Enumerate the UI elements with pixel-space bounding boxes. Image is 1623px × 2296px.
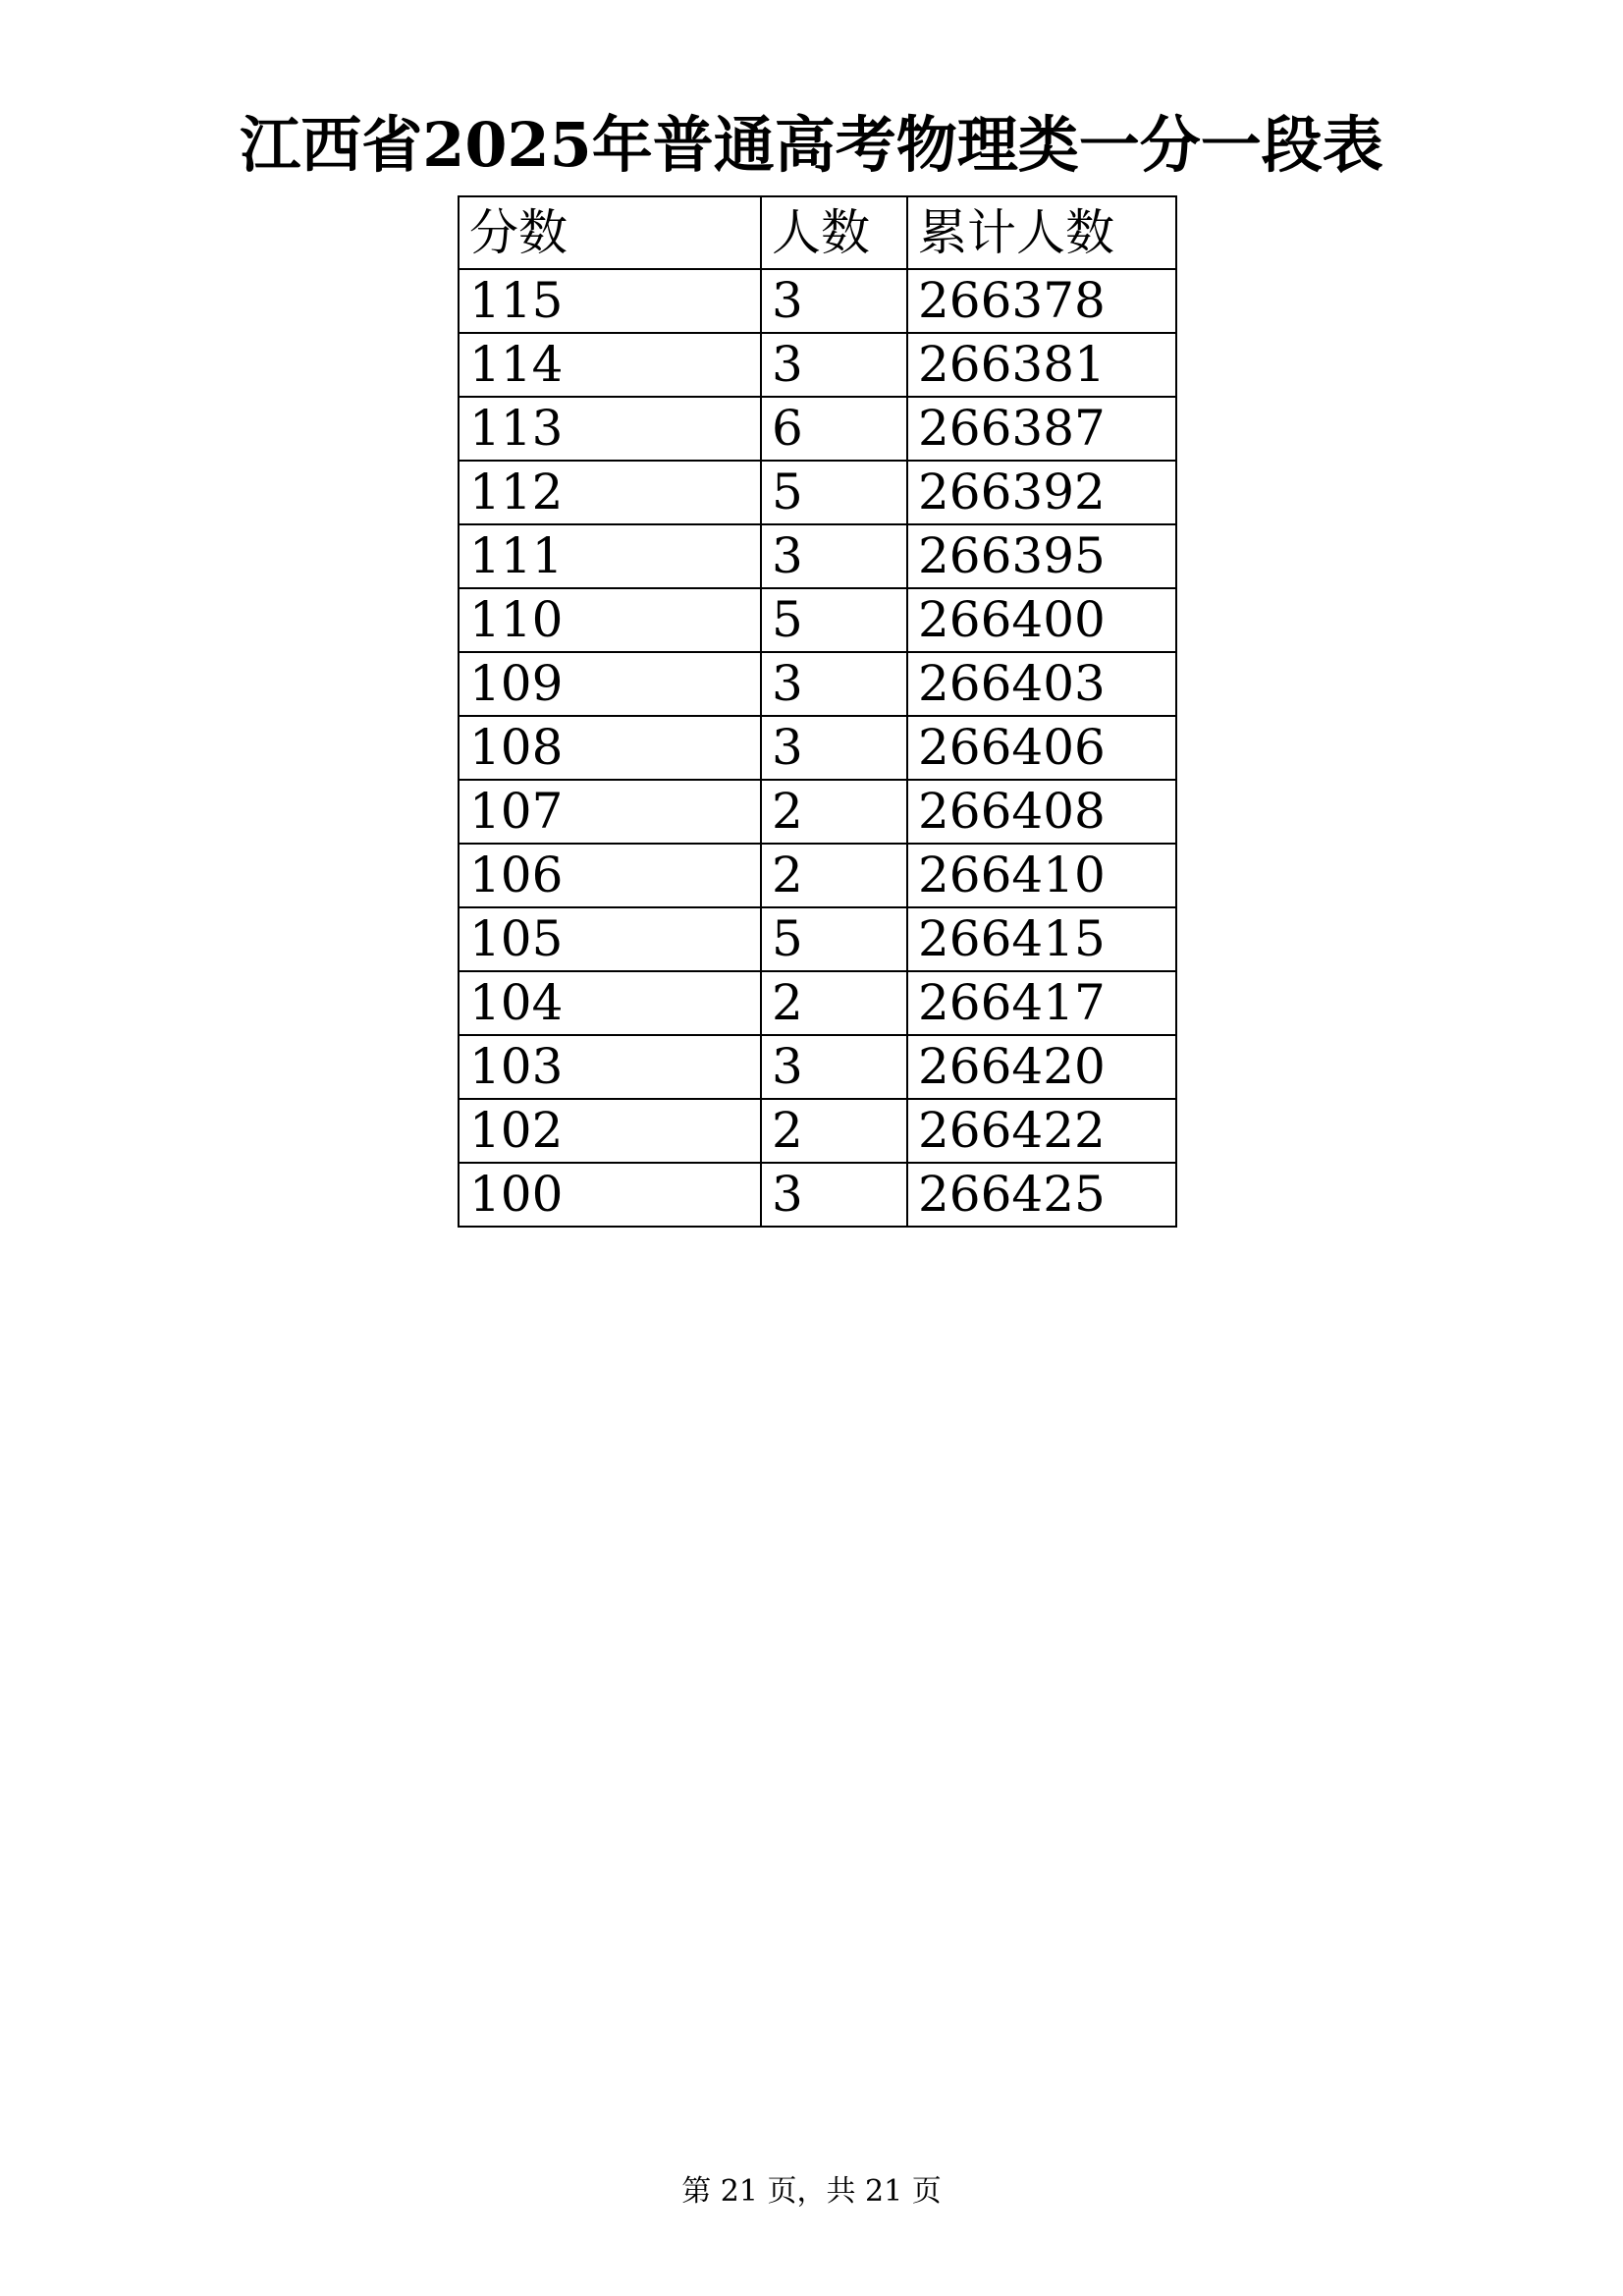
cell-count: 2 [761, 971, 907, 1035]
table-header-row [459, 196, 1176, 269]
cell-score: 113 [459, 397, 761, 461]
cell-score: 100 [459, 1163, 761, 1227]
cell-cumulative-count: 266392 [907, 461, 1176, 524]
score-distribution-table [458, 195, 1177, 1228]
cell-cumulative-count: 266381 [907, 333, 1176, 397]
table-body [459, 269, 1176, 1227]
cell-cumulative-count: 266400 [907, 588, 1176, 652]
cell-score: 107 [459, 780, 761, 844]
header-cumulative-count: 累计人数 [907, 196, 1176, 269]
cell-score: 114 [459, 333, 761, 397]
table-row [459, 524, 1176, 588]
table-row [459, 652, 1176, 716]
cell-score: 108 [459, 716, 761, 780]
table-row [459, 1099, 1176, 1163]
page-number-footer: 第 21 页，共 21 页 [681, 2174, 942, 2209]
cell-count: 3 [761, 716, 907, 780]
cell-score: 102 [459, 1099, 761, 1163]
cell-score: 106 [459, 844, 761, 907]
table-row [459, 333, 1176, 397]
cell-count: 5 [761, 907, 907, 971]
cell-count: 2 [761, 780, 907, 844]
table-row [459, 461, 1176, 524]
cell-cumulative-count: 266403 [907, 652, 1176, 716]
cell-count: 3 [761, 269, 907, 333]
cell-cumulative-count: 266395 [907, 524, 1176, 588]
cell-cumulative-count: 266406 [907, 716, 1176, 780]
cell-count: 3 [761, 524, 907, 588]
cell-cumulative-count: 266410 [907, 844, 1176, 907]
table-row [459, 588, 1176, 652]
cell-score: 111 [459, 524, 761, 588]
cell-cumulative-count: 266422 [907, 1099, 1176, 1163]
cell-cumulative-count: 266425 [907, 1163, 1176, 1227]
cell-cumulative-count: 266420 [907, 1035, 1176, 1099]
cell-count: 3 [761, 1035, 907, 1099]
cell-cumulative-count: 266387 [907, 397, 1176, 461]
page-title: 江西省2025年普通高考物理类一分一段表 [240, 109, 1383, 181]
cell-count: 5 [761, 588, 907, 652]
table-row [459, 269, 1176, 333]
cell-score: 104 [459, 971, 761, 1035]
header-count: 人数 [761, 196, 907, 269]
cell-count: 2 [761, 1099, 907, 1163]
header-score: 分数 [459, 196, 761, 269]
table-row [459, 844, 1176, 907]
cell-count: 2 [761, 844, 907, 907]
cell-count: 5 [761, 461, 907, 524]
table-row [459, 397, 1176, 461]
cell-score: 110 [459, 588, 761, 652]
cell-cumulative-count: 266378 [907, 269, 1176, 333]
cell-score: 103 [459, 1035, 761, 1099]
cell-score: 112 [459, 461, 761, 524]
cell-count: 6 [761, 397, 907, 461]
cell-count: 3 [761, 652, 907, 716]
table-row [459, 780, 1176, 844]
cell-score: 105 [459, 907, 761, 971]
cell-cumulative-count: 266408 [907, 780, 1176, 844]
cell-score: 109 [459, 652, 761, 716]
table-row [459, 1035, 1176, 1099]
table-row [459, 907, 1176, 971]
cell-cumulative-count: 266415 [907, 907, 1176, 971]
table-row [459, 716, 1176, 780]
cell-count: 3 [761, 333, 907, 397]
table-row [459, 971, 1176, 1035]
cell-score: 115 [459, 269, 761, 333]
cell-cumulative-count: 266417 [907, 971, 1176, 1035]
table-row [459, 1163, 1176, 1227]
cell-count: 3 [761, 1163, 907, 1227]
